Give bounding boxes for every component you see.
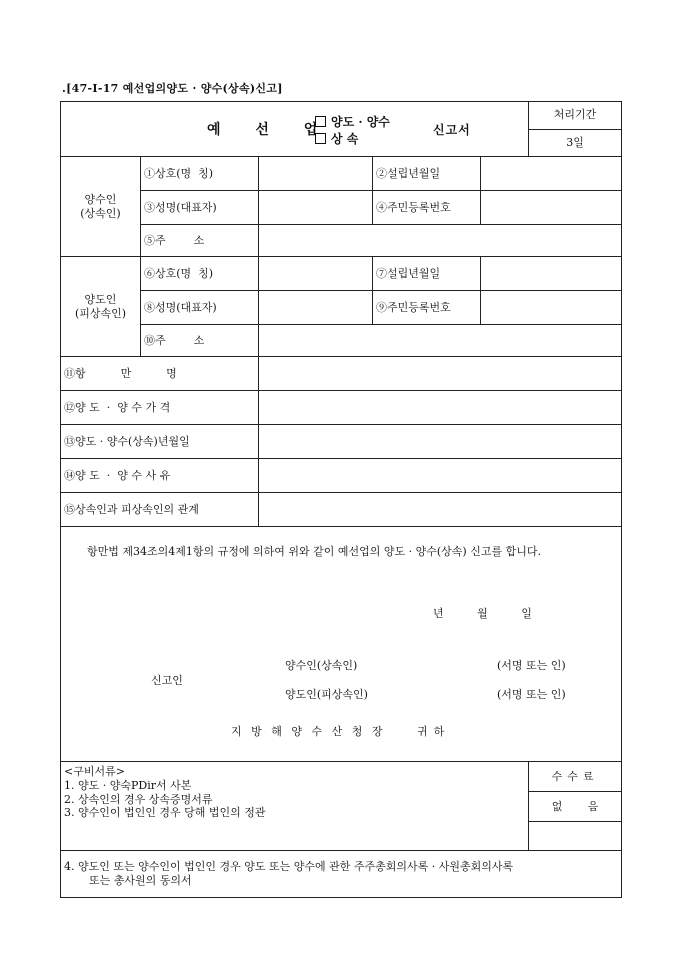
price-field[interactable] [259, 391, 622, 425]
option-transfer[interactable]: 양도 · 양수 [315, 114, 390, 131]
transferee-group-label: 양수인 (상속인) [61, 157, 141, 257]
signature-transferor[interactable]: (서명 또는 인) [497, 688, 566, 701]
transferor-group-label: 양도인 (피상속인) [61, 257, 141, 357]
port-name-field[interactable] [259, 357, 622, 391]
reporter-transferor: 양도인(피상속인) [285, 688, 368, 701]
relation-field[interactable] [259, 493, 622, 527]
reporter-transferee: 양수인(상속인) [285, 659, 358, 672]
page-title: 예 선 업 [207, 122, 333, 138]
transferee-address-label: ⑤주 소 [141, 225, 259, 257]
fee-label: 수수료 [529, 762, 622, 792]
transferor-trade-name-field[interactable] [259, 257, 373, 291]
processing-period-value: 3일 [529, 129, 622, 157]
form-code: .[47-I-17 예선업의양도 · 양수(상속)신고] [62, 82, 283, 95]
addressee-suffix: 귀하 [417, 725, 451, 738]
declaration-block [61, 527, 622, 762]
transferee-address-field[interactable] [259, 225, 622, 257]
option-inherit[interactable]: 상 속 [315, 131, 390, 148]
transferor-address-field[interactable] [259, 325, 622, 357]
list-item: 3. 양수인이 법인인 경우 당해 법인의 정관 [64, 806, 266, 820]
transferor-founded-field[interactable] [481, 257, 622, 291]
transferee-founded-label: ②설립년월일 [373, 157, 481, 191]
title-suffix: 신고서 [433, 123, 471, 137]
date-line[interactable]: 년 월 일 [433, 607, 532, 620]
required-docs-heading: <구비서류> [64, 765, 125, 778]
transfer-date-label: ⑬양도 · 양수(상속)년월일 [61, 425, 259, 459]
addressee: 지 방 해 양 수 산 청 장 [231, 725, 386, 738]
required-docs-extra [61, 851, 622, 898]
transferor-resident-no-label: ⑨주민등록번호 [373, 291, 481, 325]
price-label: ⑫양 도 · 양 수 가 격 [61, 391, 259, 425]
transfer-date-field[interactable] [259, 425, 622, 459]
required-docs [61, 762, 529, 851]
checkbox-icon[interactable] [315, 116, 326, 127]
relation-label: ⑮상속인과 피상속인의 관계 [61, 493, 259, 527]
checkbox-icon[interactable] [315, 133, 326, 144]
fee-blank [529, 822, 622, 851]
processing-period-label: 처리기간 [529, 102, 622, 130]
port-name-label: ⑪항 만 명 [61, 357, 259, 391]
transferor-name-label: ⑧성명(대표자) [141, 291, 259, 325]
list-item: 4. 양도인 또는 양수인이 법인인 경우 양도 또는 양수에 관한 주주총회의사록 · 사원총회의사록 [64, 860, 514, 874]
reporter-label: 신고인 [151, 674, 183, 687]
report-type-options [315, 114, 390, 148]
list-item: 또는 총사원의 동의서 [89, 874, 192, 887]
transferee-founded-field[interactable] [481, 157, 622, 191]
transferee-resident-no-field[interactable] [481, 191, 622, 225]
transferor-resident-no-field[interactable] [481, 291, 622, 325]
list-item: 1. 양도 · 양숙PDir서 사본 [64, 778, 192, 792]
transferor-address-label: ⑩주 소 [141, 325, 259, 357]
transferee-trade-name-label: ①상호(명 칭) [141, 157, 259, 191]
transferee-resident-no-label: ④주민등록번호 [373, 191, 481, 225]
fee-value: 없 음 [529, 792, 622, 822]
transferor-founded-label: ⑦설립년월일 [373, 257, 481, 291]
signature-transferee[interactable]: (서명 또는 인) [497, 659, 566, 672]
reason-field[interactable] [259, 459, 622, 493]
reason-label: ⑭양 도 · 양 수 사 유 [61, 459, 259, 493]
report-form [60, 101, 622, 898]
transferee-name-label: ③성명(대표자) [141, 191, 259, 225]
transferor-trade-name-label: ⑥상호(명 칭) [141, 257, 259, 291]
form-title [61, 102, 529, 157]
list-item: 2. 상속인의 경우 상속증명서류 [64, 792, 213, 806]
transferee-name-field[interactable] [259, 191, 373, 225]
declaration-text: 항만법 제34조의4제1항의 규정에 의하여 위와 같이 예선업의 양도 · 양수(상속) 신고를 합니다. [87, 545, 541, 558]
transferor-name-field[interactable] [259, 291, 373, 325]
transferee-trade-name-field[interactable] [259, 157, 373, 191]
